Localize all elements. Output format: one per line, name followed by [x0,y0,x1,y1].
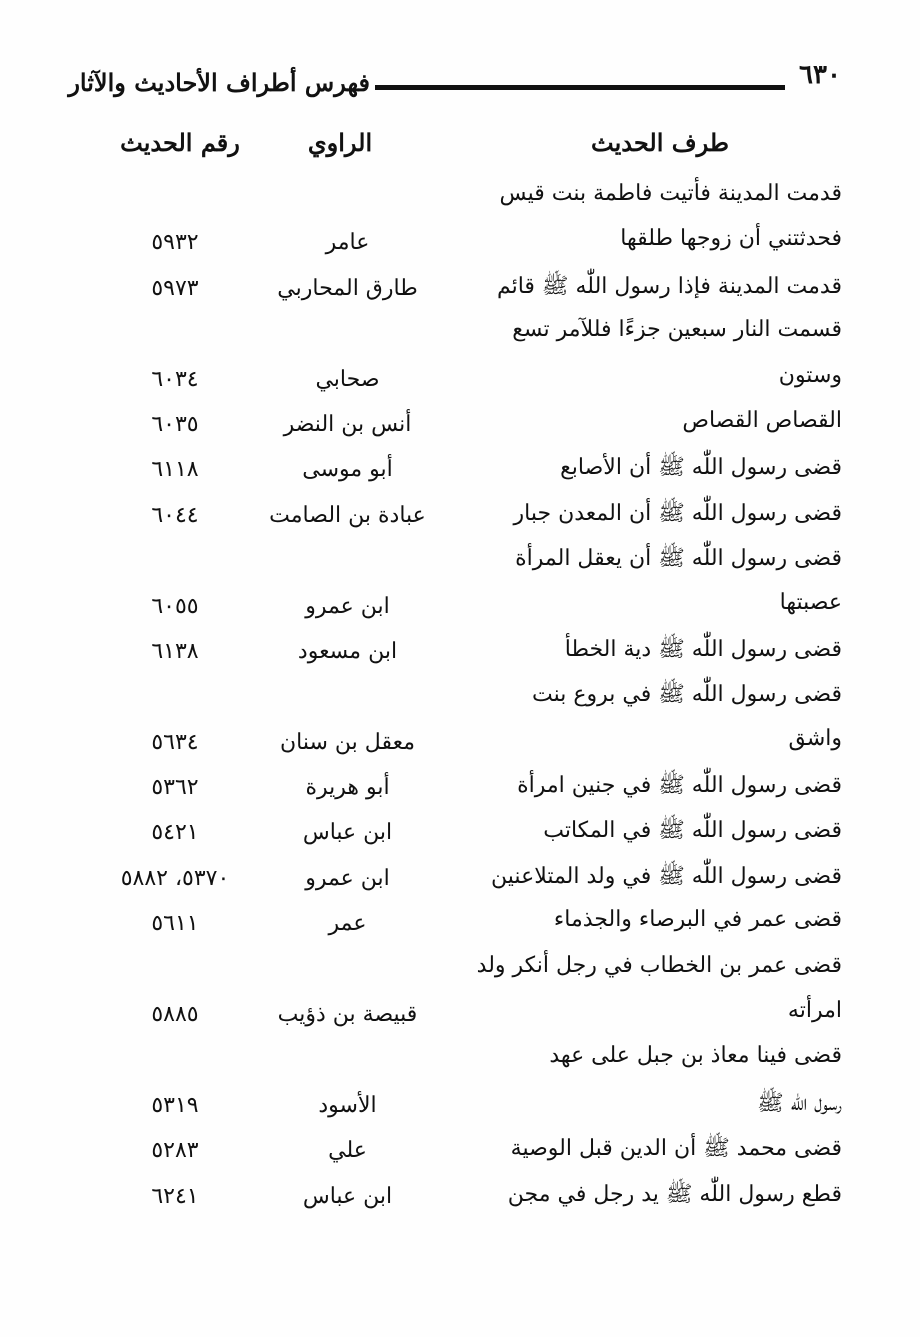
hadith-text: وستون [778,362,842,388]
hadith-number: ٥٢٨٣ [151,1138,199,1164]
index-table [0,175,920,1219]
hadith-text: قضى رسول اللّٰه ﷺ أن يعقل المرأة [515,546,842,572]
table-row [0,947,920,992]
table-row [0,1083,920,1128]
hadith-number: ٥٦٣٤ [151,729,199,755]
hadith-text: امرأته [787,998,842,1024]
table-row [0,765,920,810]
table-row [0,402,920,447]
hadith-number: ٦٢٤١ [151,1183,199,1209]
hadith-text: عصبتها [779,589,842,615]
hadith-text: القصاص القصاص [682,407,842,433]
narrator: عمر [328,911,367,937]
hadith-number: ٦٠٤٤ [151,502,199,528]
table-row [0,447,920,492]
narrator: طارق المحاربي [277,275,418,301]
hadith-text: قضى رسول اللّٰه ﷺ دية الخطأ [564,636,842,662]
narrator: ابن عباس [302,1183,393,1209]
hadith-text: قسمت النار سبعين جزءًا فللآمر تسع [512,317,842,343]
hadith-text: فحدثتني أن زوجها طلقها [620,226,842,252]
narrator: معقل بن سنان [280,729,415,755]
column-header-hadith: طرف الحديث [591,128,729,157]
page-title: فهرس أطراف الأحاديث والآثار [68,68,370,97]
hadith-number: ٥٣٧٠، ٥٨٨٢ [120,865,230,891]
hadith-text: واشق [788,725,842,751]
narrator: أنس بن النضر [283,411,412,437]
hadith-number: ٥٤٢١ [151,820,199,846]
table-row [0,629,920,674]
hadith-number: ٥٣٦٢ [151,775,199,801]
hadith-text: قطع رسول اللّٰه ﷺ يد رجل في مجن [507,1181,842,1207]
table-row [0,266,920,311]
hadith-number: ٥٨٨٥ [151,1002,199,1028]
hadith-text: قدمت المدينة فأتيت فاطمة بنت قيس [499,181,842,206]
page-number: ٦٣٠ [799,60,841,90]
table-row [0,810,920,855]
hadith-number: ٦١١٨ [151,457,199,483]
hadith-number: ٦٠٣٥ [151,411,199,437]
narrator: ابن عمرو [305,593,390,619]
narrator: قبيصة بن ذؤيب [277,1002,418,1028]
hadith-number: ٦١٣٨ [151,638,199,664]
narrator: أبو موسى [302,457,393,483]
column-header-narrator: الراوي [307,128,373,157]
hadith-number: ٥٩٧٣ [151,275,199,301]
hadith-text: قضى عمر في البرصاء والجذماء [553,907,842,933]
table-row [0,220,920,265]
narrator: ابن مسعود [297,638,398,664]
hadith-text: قضى رسول اللّٰه ﷺ في المكاتب [543,818,842,844]
table-row [0,992,920,1037]
narrator: عبادة بن الصامت [269,502,426,528]
table-row [0,674,920,719]
table-row [0,584,920,629]
narrator: ابن عباس [302,820,393,846]
hadith-text: قدمت المدينة فإذا رسول اللّٰه ﷺ قائم [496,273,842,299]
table-row [0,493,920,538]
narrator: صحابي [315,366,380,392]
hadith-number: ٥٩٣٢ [151,230,199,256]
table-row [0,311,920,356]
table-row [0,856,920,901]
header-rule [375,85,785,90]
column-header-number: رقم الحديث [120,128,240,157]
hadith-text: قضى رسول اللّٰه ﷺ في جنين امرأة [517,773,842,799]
table-row [0,1037,920,1082]
narrator: علي [328,1138,367,1164]
hadith-text: قضى رسول اللّٰه ﷺ في بروع بنت [532,682,842,708]
hadith-number: ٦٠٣٤ [151,366,199,392]
table-row [0,357,920,402]
narrator: الأسود [318,1092,377,1118]
hadith-text: قضى عمر بن الخطاب في رجل أنكر ولد [476,952,842,978]
hadith-number: ٥٣١٩ [151,1092,199,1118]
narrator: ابن عمرو [305,865,390,891]
table-row [0,538,920,583]
hadith-text: قضى فينا معاذ بن جبل على عهد [549,1043,842,1069]
hadith-number: ٥٦١١ [151,911,199,937]
narrator: أبو هريرة [305,775,390,801]
table-row [0,720,920,765]
hadith-text: قضى رسول اللّٰه ﷺ أن الأصابع [560,455,842,481]
table-row [0,1128,920,1173]
table-row [0,1174,920,1219]
hadith-text: رسول اللّٰه ﷺ [757,1090,842,1116]
hadith-text: قضى محمد ﷺ أن الدين قبل الوصية [510,1136,842,1162]
hadith-text: قضى رسول اللّٰه ﷺ في ولد المتلاعنين [491,863,842,889]
table-row [0,175,920,220]
table-row [0,901,920,946]
hadith-number: ٦٠٥٥ [151,593,199,619]
hadith-text: قضى رسول اللّٰه ﷺ أن المعدن جبار [513,500,842,526]
narrator: عامر [325,230,370,256]
